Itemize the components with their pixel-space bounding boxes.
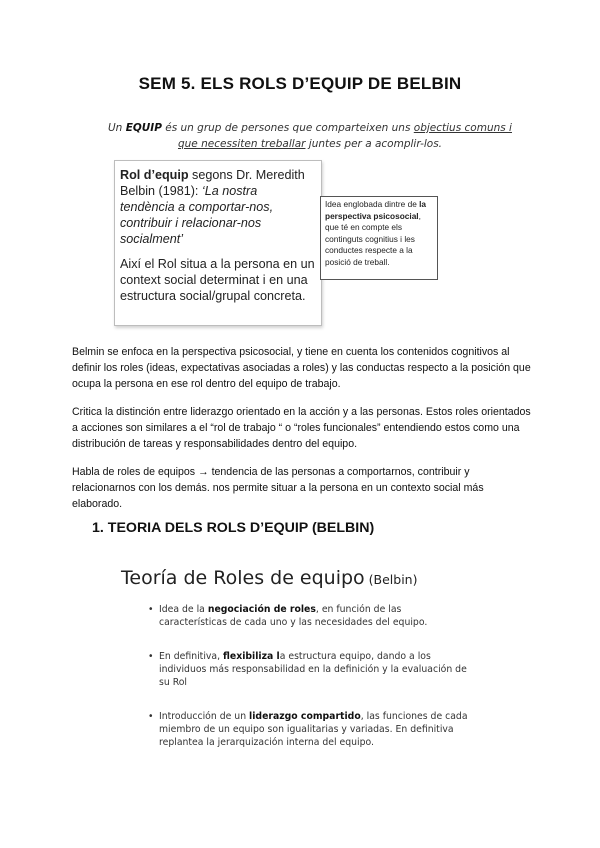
role-definition-box (114, 160, 322, 326)
definition-mid: és un grup de persones que comparteixen uns (161, 122, 414, 134)
team-definition (100, 120, 520, 152)
bullet-bold: negociación de roles (207, 604, 316, 615)
page-title: SEM 5. ELS ROLS D’EQUIP DE BELBIN (138, 74, 462, 93)
body-paragraph-team-roles: Habla de roles de equipos → tendencia de las personas a comportarnos, contribuir y relacionarnos con los demás. nos permite situar a la persona en un contexto social más elaborado. (72, 466, 484, 510)
side-note-bold: la perspectiva psicosocial (325, 199, 427, 221)
role-box-label-rest: segons Dr. Meredith Belbin (1981): (120, 168, 305, 198)
slide-bullet (148, 650, 468, 690)
definition-bold: EQUIP (125, 122, 162, 134)
definition-post: juntes per a acomplir-los. (305, 138, 443, 150)
bullet-post: , en función de las características de cada uno y las necesidades del equipo. (159, 604, 428, 629)
side-note-pre: Idea englobada dintre de (325, 199, 420, 209)
slide-bullet (148, 603, 468, 629)
slide-bullet (148, 710, 468, 750)
bullet-icon: • (148, 711, 154, 722)
role-box-paragraph: Així el Rol situa a la persona en un context social determinat i en una estructura social/grupal concreta. (120, 257, 315, 303)
role-box-label: Rol d’equip (120, 168, 189, 182)
slide-title-small: (Belbin) (364, 572, 418, 587)
bullet-icon: • (148, 651, 154, 662)
body-paragraph-belbin-focus: Belmin se enfoca en la perspectiva psicosocial, y tiene en cuenta los contenidos cognitivos al definir los roles (ideas, expectativas asociadas a roles) y las conductas respecto a la posición que ocupa la persona en ese rol dentro del equipo de trabajo. (72, 346, 531, 390)
side-note-post: , que té en compte els continguts cognitius i les conductes respecte a la posició de treball. (325, 210, 421, 267)
bullet-post: a estructura equipo, dando a los individuos más responsabilidad en la definición y la evaluación de su Rol (159, 651, 467, 689)
bullet-text (159, 710, 468, 750)
psychosocial-note-box (320, 196, 438, 280)
bullet-pre: En definitiva, (159, 651, 224, 662)
bullet-icon: • (148, 604, 154, 615)
role-box-quote: ‘La nostra tendència a comportar-nos, contribuir i relacionar-nos socialment’ (120, 184, 274, 246)
bullet-pre: Idea de la (159, 604, 208, 615)
bullet-pre: Introducción de un (159, 711, 250, 722)
bullet-text (159, 650, 468, 690)
bullet-bold: liderazgo compartido (249, 711, 361, 722)
bullet-post: , las funciones de cada miembro de un equipo son igualitarias y variadas. En definitiva replantea la jerarquización interna del equipo. (159, 711, 468, 749)
body-paragraph-leadership: Critica la distinción entre liderazgo orientado en la acción y a las personas. Estos roles orientados a acciones son similares a el “rol de trabajo “ o “roles funcionales” entendiendo estos como una distribución de tareas y responsabilidades dentro del equipo. (72, 406, 531, 450)
slide-title (121, 567, 417, 589)
bullet-text (159, 603, 468, 629)
section-heading: 1. TEORIA DELS ROLS D’EQUIP (BELBIN) (92, 520, 375, 536)
definition-underlined: objectius comuns i que necessiten treballar (177, 122, 512, 150)
bullet-bold: flexibiliza l (223, 651, 280, 662)
role-box-definition (120, 167, 315, 247)
slide-title-main: Teoría de Roles de equipo (121, 567, 365, 589)
definition-pre: Un (108, 122, 126, 134)
